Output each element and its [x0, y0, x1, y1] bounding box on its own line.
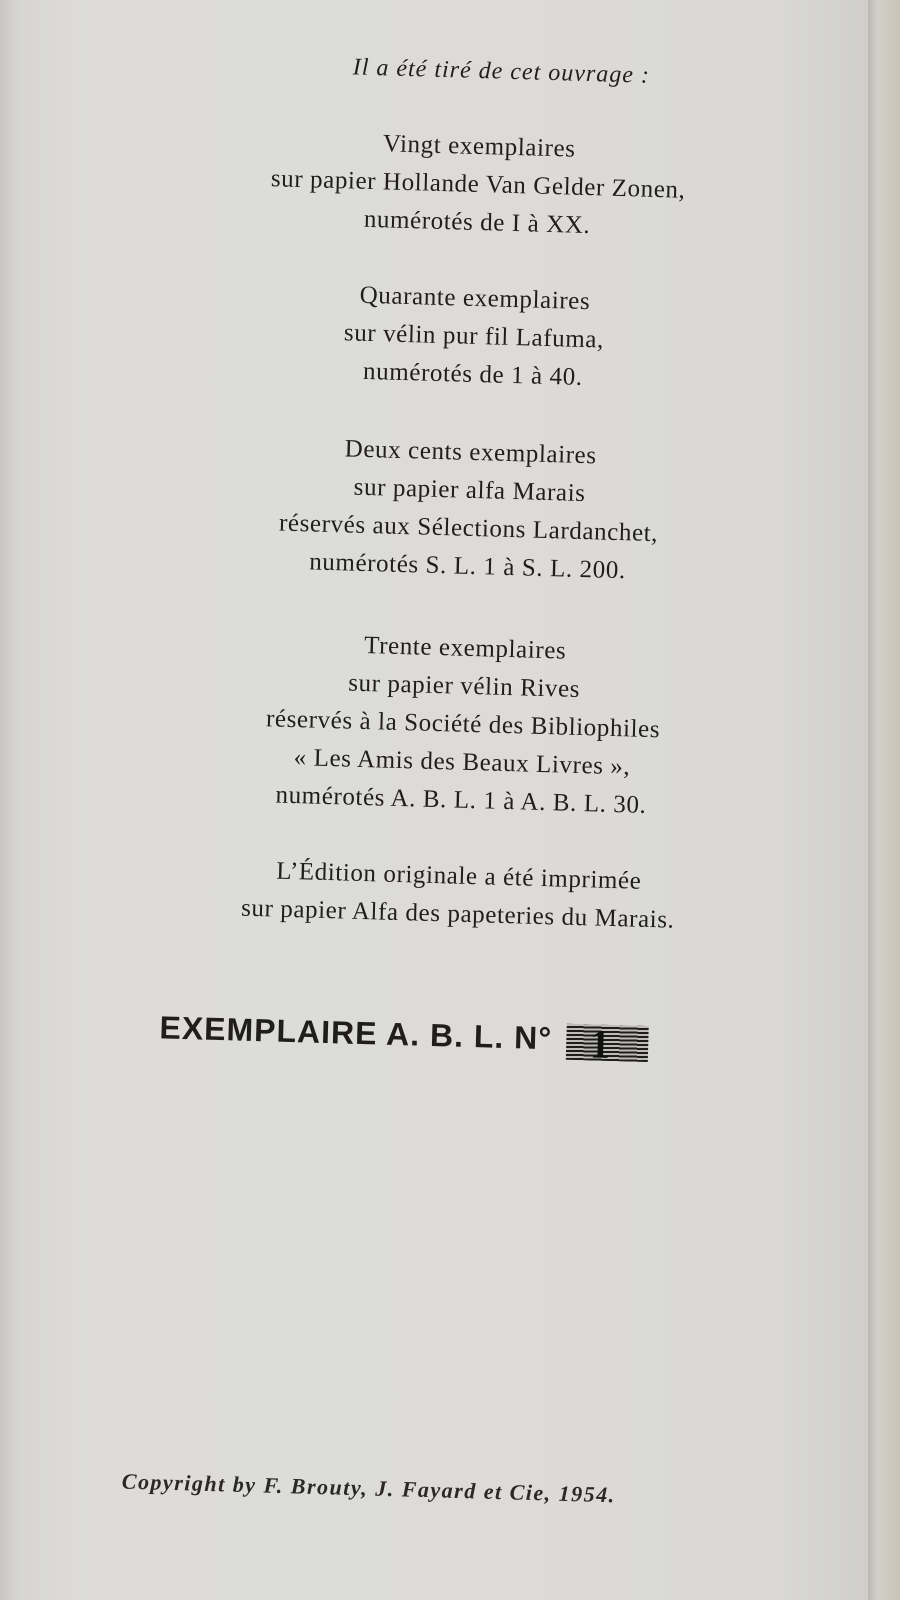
edition-line: numérotés de I à XX. [363, 205, 591, 240]
edition-group-lafuma [142, 271, 805, 403]
edition-group-velin-rives [131, 621, 796, 829]
edition-line: réservés à la Société des Bibliophiles [265, 705, 661, 744]
justification-de-tirage [4, 0, 872, 1508]
edition-line: Trente exemplaires [363, 631, 567, 665]
edition-group-hollande [147, 119, 810, 251]
edition-line: sur papier Hollande Van Gelder Zonen, [270, 165, 686, 204]
edition-group-alfa-marais [137, 425, 801, 595]
edition-line: numérotés A. B. L. 1 à A. B. L. 30. [275, 781, 647, 819]
edition-line: sur papier alfa Marais [353, 473, 586, 508]
copy-number-label: EXEMPLAIRE A. B. L. N° [159, 1009, 553, 1057]
edition-line: « Les Amis des Beaux Livres », [293, 744, 631, 781]
edition-line: numérotés de 1 à 40. [362, 357, 584, 391]
edition-line: sur papier vélin Rives [347, 669, 581, 704]
copyright-line: Copyright by F. Brouty, J. Fayard et Cie, 1954. [121, 1468, 617, 1508]
edition-line: sur papier Alfa des papeteries du Marais. [240, 894, 675, 934]
copy-number-value: 1 [589, 1020, 612, 1067]
edition-line: Deux cents exemplaires [344, 435, 598, 470]
edition-line: sur vélin pur fil Lafuma, [343, 319, 605, 354]
page-edge [868, 0, 900, 1600]
intro-line: Il a été tiré de cet ouvrage : [352, 54, 651, 89]
edition-line: L’Édition originale a été imprimée [275, 857, 642, 895]
copy-number-line [159, 1009, 649, 1067]
edition-group-originale [127, 848, 789, 942]
edition-line: Vingt exemplaires [382, 130, 576, 163]
copy-number-stamp [566, 1020, 649, 1067]
edition-line: Quarante exemplaires [359, 281, 591, 316]
edition-line: réservés aux Sélections Lardanchet, [278, 509, 659, 548]
edition-line: numérotés S. L. 1 à S. L. 200. [308, 548, 627, 585]
